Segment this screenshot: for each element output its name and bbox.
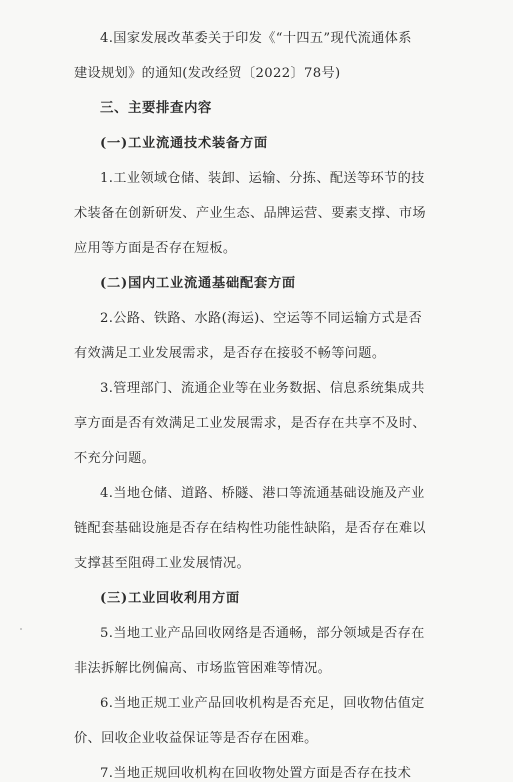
item-1-line-1: 1.工业领域仓储、装卸、运输、分拣、配送等环节的技 — [100, 171, 425, 186]
item-4-line-2: 链配套基础设施是否存在结构性功能性缺陷，是否存在难以 — [74, 521, 426, 536]
section-heading-3: 三、主要排查内容 — [100, 101, 212, 116]
subsection-heading-2: (二)国内工业流通基础配套方面 — [100, 276, 296, 291]
item-5-line-2: 非法拆解比例偏高、市场监管困难等情况。 — [74, 661, 332, 676]
item-5-line-1: 5.当地工业产品回收网络是否通畅，部分领域是否存在 — [100, 626, 425, 641]
item-4-line-1: 4.当地仓储、道路、桥隧、港口等流通基础设施及产业 — [100, 486, 425, 501]
item-2-line-2: 有效满足工业发展需求，是否存在接驳不畅等问题。 — [74, 346, 386, 361]
reference-item-4-line-2: 建设规划》的通知(发改经贸〔2022〕78号) — [74, 66, 341, 81]
item-2-line-1: 2.公路、铁路、水路(海运)、空运等不同运输方式是否 — [100, 311, 423, 326]
item-1-line-2: 术装备在创新研发、产业生态、品牌运营、要素支撑、市场 — [74, 206, 426, 221]
item-4-line-3: 支撑甚至阻碍工业发展情况。 — [74, 556, 250, 571]
item-3-line-1: 3.管理部门、流通企业等在业务数据、信息系统集成共 — [100, 381, 425, 396]
scan-speck — [20, 628, 22, 630]
item-6-line-1: 6.当地正规工业产品回收机构是否充足，回收物估值定 — [100, 696, 425, 711]
reference-item-4-line-1: 4.国家发展改革委关于印发《“十四五”现代流通体系 — [100, 31, 412, 46]
item-3-line-2: 享方面是否有效满足工业发展需求，是否存在共享不及时、 — [74, 416, 426, 431]
item-6-line-2: 价、回收企业收益保证等是否存在困难。 — [74, 731, 318, 746]
subsection-heading-1: (一)工业流通技术装备方面 — [100, 136, 268, 151]
item-1-line-3: 应用等方面是否存在短板。 — [74, 241, 237, 256]
subsection-heading-3: (三)工业回收利用方面 — [100, 591, 240, 606]
item-7-line-1: 7.当地正规回收机构在回收物处置方面是否存在技术 — [100, 766, 412, 781]
item-3-line-3: 不充分问题。 — [74, 451, 156, 466]
